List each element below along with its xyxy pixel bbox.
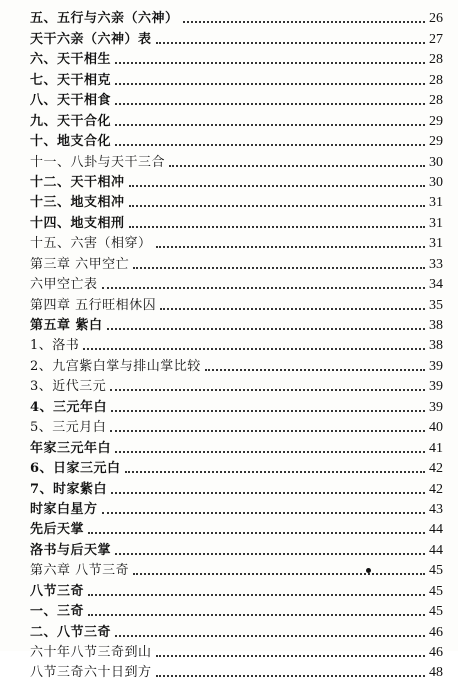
toc-entry[interactable] <box>30 190 443 210</box>
dot-leader <box>110 389 425 391</box>
toc-entry[interactable] <box>30 374 443 394</box>
toc-entry-page-number: 39 <box>429 399 443 415</box>
toc-entry[interactable] <box>30 251 443 271</box>
toc-entry-title: 2、九宫紫白掌与排山掌比较 <box>30 358 201 374</box>
toc-entry-title: 3、近代三元 <box>30 379 107 395</box>
toc-entry[interactable] <box>30 67 443 87</box>
toc-entry-title: 天干六亲（六神）表 <box>30 31 152 47</box>
toc-entry[interactable] <box>30 292 443 312</box>
toc-entry-title: 第五章 紫白 <box>30 318 103 333</box>
toc-entry-page-number: 34 <box>429 277 443 293</box>
toc-entry[interactable] <box>30 26 443 46</box>
toc-entry-title: 十二、天干相冲 <box>30 174 125 190</box>
dot-leader <box>115 62 425 64</box>
toc-entry[interactable] <box>30 272 443 292</box>
toc-entry-page-number: 38 <box>429 318 443 333</box>
toc-entry-page-number: 29 <box>429 113 443 129</box>
toc-entry[interactable] <box>30 47 443 67</box>
dot-leader <box>111 492 425 494</box>
toc-entry[interactable] <box>30 149 443 169</box>
toc-entry-title: 年家三元年白 <box>30 440 112 456</box>
toc-entry-title: 十四、地支相刑 <box>30 215 125 231</box>
toc-entry-title: 五、五行与六亲（六神） <box>30 11 179 27</box>
dot-leader <box>205 369 425 371</box>
dot-leader <box>115 124 425 126</box>
toc-entry-title: 十、地支合化 <box>30 134 112 150</box>
dot-leader <box>111 410 425 412</box>
toc-entry[interactable] <box>30 6 443 26</box>
toc-entry-page-number: 28 <box>429 52 443 68</box>
toc-entry[interactable] <box>30 108 443 128</box>
dot-leader <box>125 471 425 473</box>
toc-entry-title: 第四章 五行旺相休囚 <box>30 297 157 313</box>
dot-leader <box>133 573 425 575</box>
toc-entry-title: 六甲空亡表 <box>30 277 98 293</box>
toc-entry[interactable] <box>30 660 443 680</box>
toc-entry[interactable] <box>30 558 443 578</box>
toc-entry-title: 6、日家三元白 <box>30 461 121 477</box>
toc-entry[interactable] <box>30 497 443 517</box>
dot-leader <box>156 246 425 248</box>
toc-entry-title: 1、洛书 <box>30 338 80 354</box>
dot-leader <box>129 226 425 228</box>
toc-entry-page-number: 29 <box>429 134 443 150</box>
toc-entry-page-number: 46 <box>429 624 443 640</box>
table-of-contents <box>30 6 443 680</box>
toc-entry-title: 八节三奇六十日到方 <box>30 665 152 680</box>
toc-entry-title: 4、三元年白 <box>30 399 108 415</box>
toc-entry-page-number: 31 <box>429 236 443 252</box>
dot-leader <box>156 42 425 44</box>
toc-entry-page-number: 38 <box>429 338 443 354</box>
toc-entry-page-number: 48 <box>429 665 443 680</box>
toc-entry-title: 十五、六害（相穿） <box>30 236 152 252</box>
dot-leader <box>156 655 425 657</box>
toc-entry-page-number: 39 <box>429 358 443 374</box>
toc-entry-page-number: 26 <box>429 11 443 27</box>
toc-entry-page-number: 28 <box>429 72 443 88</box>
toc-entry[interactable] <box>30 170 443 190</box>
toc-entry[interactable] <box>30 537 443 557</box>
ink-spot <box>366 568 371 573</box>
toc-entry[interactable] <box>30 517 443 537</box>
toc-entry[interactable] <box>30 456 443 476</box>
toc-entry-page-number: 27 <box>429 31 443 47</box>
toc-entry-page-number: 30 <box>429 174 443 190</box>
dot-leader <box>115 144 425 146</box>
dot-leader <box>115 83 425 85</box>
toc-entry-page-number: 42 <box>429 481 443 497</box>
toc-entry-page-number: 31 <box>429 215 443 231</box>
toc-entry-page-number: 44 <box>429 522 443 538</box>
toc-entry[interactable] <box>30 640 443 660</box>
toc-entry-page-number: 30 <box>429 154 443 170</box>
toc-entry[interactable] <box>30 599 443 619</box>
dot-leader <box>115 553 425 555</box>
toc-entry-title: 八节三奇 <box>30 583 85 599</box>
toc-entry-title: 二、八节三奇 <box>30 624 112 640</box>
toc-entry-page-number: 42 <box>429 461 443 477</box>
toc-entry[interactable] <box>30 435 443 455</box>
dot-leader <box>88 532 425 534</box>
toc-entry-title: 六十年八节三奇到山 <box>30 645 152 660</box>
dot-leader <box>115 451 425 453</box>
dot-leader <box>183 21 425 23</box>
toc-entry-title: 时家白星方 <box>30 501 98 517</box>
toc-entry[interactable] <box>30 619 443 639</box>
dot-leader <box>115 635 425 637</box>
toc-entry[interactable] <box>30 394 443 414</box>
toc-entry-title: 洛书与后天掌 <box>30 542 112 558</box>
toc-entry-title: 5、三元月白 <box>30 420 107 436</box>
toc-entry-page-number: 31 <box>429 195 443 211</box>
dot-leader <box>110 430 425 432</box>
dot-leader <box>83 348 425 350</box>
dot-leader <box>129 205 425 207</box>
dot-leader <box>115 103 425 105</box>
dot-leader <box>160 308 425 310</box>
toc-entry-page-number: 44 <box>429 542 443 558</box>
toc-entry[interactable] <box>30 333 443 353</box>
toc-entry-page-number: 45 <box>429 604 443 620</box>
toc-entry-title: 7、时家紫白 <box>30 481 108 497</box>
toc-entry-title: 第三章 六甲空亡 <box>30 256 130 272</box>
dot-leader <box>88 614 425 616</box>
toc-entry-page-number: 41 <box>429 440 443 456</box>
dot-leader <box>102 512 425 514</box>
toc-entry-title: 八、天干相食 <box>30 93 112 109</box>
toc-entry[interactable] <box>30 353 443 373</box>
toc-entry-page-number: 28 <box>429 93 443 109</box>
dot-leader <box>156 675 425 677</box>
dot-leader <box>169 165 425 167</box>
toc-entry-page-number: 43 <box>429 501 443 517</box>
toc-entry[interactable] <box>30 231 443 251</box>
toc-entry[interactable] <box>30 476 443 496</box>
toc-entry-title: 七、天干相克 <box>30 72 112 88</box>
toc-entry-title: 九、天干合化 <box>30 113 112 129</box>
toc-entry[interactable] <box>30 415 443 435</box>
toc-entry-title: 一、三奇 <box>30 604 85 620</box>
toc-entry-page-number: 35 <box>429 297 443 313</box>
toc-entry-title: 十一、八卦与天干三合 <box>30 154 166 170</box>
dot-leader <box>129 185 425 187</box>
toc-entry[interactable] <box>30 129 443 149</box>
toc-entry-title: 十三、地支相冲 <box>30 195 125 211</box>
dot-leader <box>102 287 425 289</box>
toc-entry-title: 六、天干相生 <box>30 52 112 68</box>
toc-entry-page-number: 40 <box>429 420 443 436</box>
toc-entry-title: 第六章 八节三奇 <box>30 563 130 579</box>
toc-entry-page-number: 45 <box>429 583 443 599</box>
toc-entry-page-number: 46 <box>429 645 443 660</box>
toc-entry[interactable] <box>30 210 443 230</box>
dot-leader <box>88 594 425 596</box>
toc-entry[interactable] <box>30 313 443 333</box>
toc-entry[interactable] <box>30 88 443 108</box>
toc-entry-page-number: 39 <box>429 379 443 395</box>
toc-entry-title: 先后天掌 <box>30 522 85 538</box>
dot-leader <box>107 328 425 330</box>
dot-leader <box>133 267 425 269</box>
toc-entry-page-number: 33 <box>429 256 443 272</box>
toc-entry[interactable] <box>30 578 443 598</box>
toc-entry-page-number: 45 <box>429 563 443 579</box>
